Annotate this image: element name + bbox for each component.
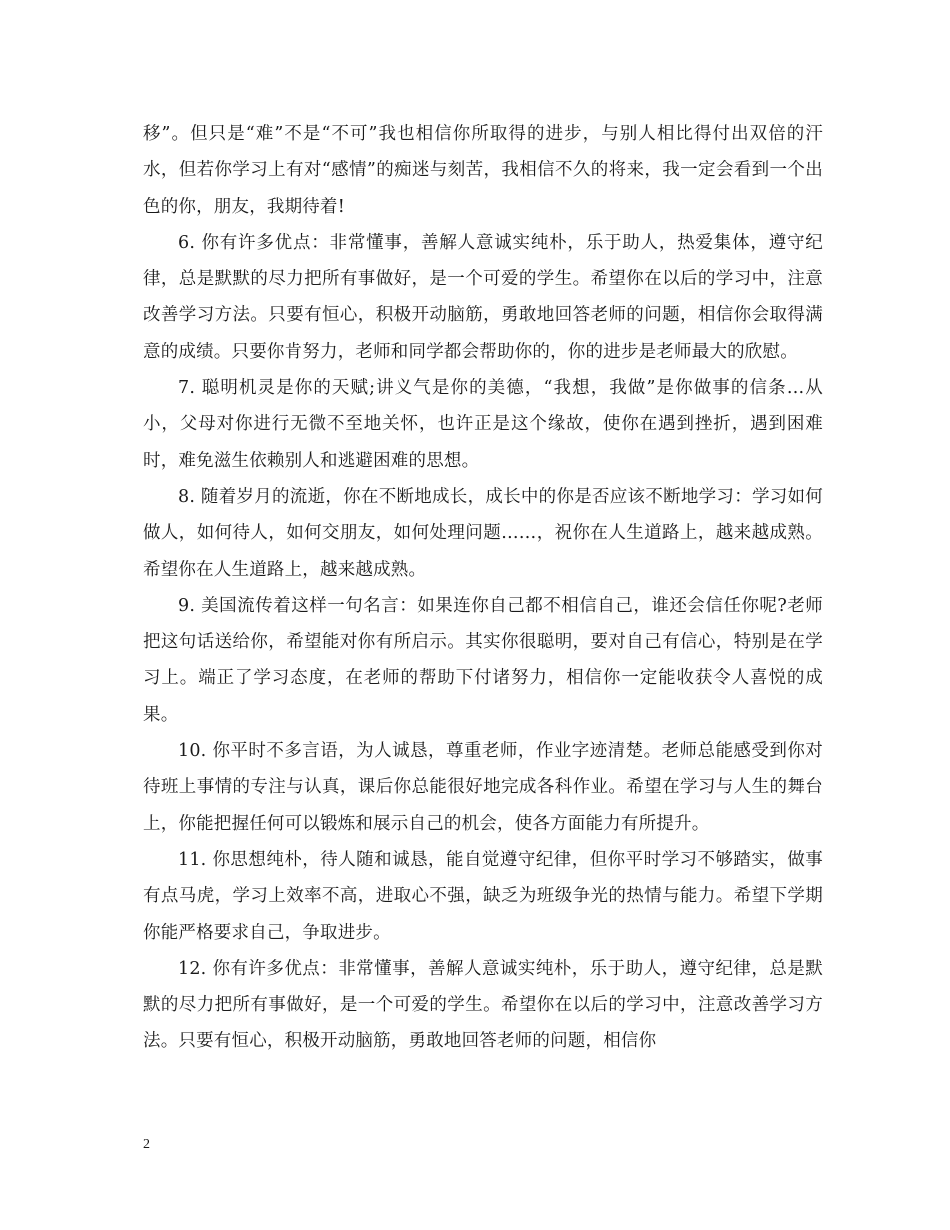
paragraph-item-10: 10. 你平时不多言语，为人诚恳，尊重老师，作业字迹清楚。老师总能感受到你对待班上事情的专注与认真，课后你总能很好地完成各科作业。希望在学习与人生的舞台上，你能把握任何可以锻炼和展示自己的机会，使各方面能力有所提升。 xyxy=(143,741,823,834)
paragraph-item-7: 7. 聪明机灵是你的天赋;讲义气是你的美德，“我想，我做”是你做事的信条…从小，父母对你进行无微不至地关怀，也许正是这个缘故，使你在遇到挫折，遇到困难时，难免滋生依赖别人和逃避困难的思想。 xyxy=(143,378,823,471)
paragraph-item-12: 12. 你有许多优点：非常懂事，善解人意诚实纯朴，乐于助人，遵守纪律，总是默默的尽力把所有事做好，是一个可爱的学生。希望你在以后的学习中，注意改善学习方法。只要有恒心，积极开动脑筋，勇敢地回答老师的问题，相信你 xyxy=(143,958,823,1052)
paragraph-continuation: 移”。但只是“难”不是“不可”我也相信你所取得的进步，与别人相比得付出双倍的汗水，但若你学习上有对“感情”的痴迷与刻苦，我相信不久的将来，我一定会看到一个出色的你，朋友，我期待着! xyxy=(143,124,823,217)
paragraph-item-6: 6. 你有许多优点：非常懂事，善解人意诚实纯朴，乐于助人，热爱集体，遵守纪律，总是默默的尽力把所有事做好，是一个可爱的学生。希望你在以后的学习中，注意改善学习方法。只要有恒心，积极开动脑筋，勇敢地回答老师的问题，相信你会取得满意的成绩。只要你肯努力，老师和同学都会帮助你的，你的进步是老师最大的欣慰。 xyxy=(143,232,823,362)
page-number: 2 xyxy=(143,1137,150,1152)
paragraph-item-9: 9. 美国流传着这样一句名言：如果连你自己都不相信自己，谁还会信任你呢?老师把这句话送给你，希望能对你有所启示。其实你很聪明，要对自己有信心，特别是在学习上。端正了学习态度，在老师的帮助下付诸努力，相信你一定能收获令人喜悦的成果。 xyxy=(143,595,823,725)
paragraph-item-8: 8. 随着岁月的流逝，你在不断地成长，成长中的你是否应该不断地学习：学习如何做人，如何待人，如何交朋友，如何处理问题……，祝你在人生道路上，越来越成熟。希望你在人生道路上，越来越成熟。 xyxy=(143,486,823,580)
paragraph-item-11: 11. 你思想纯朴，待人随和诚恳，能自觉遵守纪律，但你平时学习不够踏实，做事有点马虎，学习上效率不高，进取心不强，缺乏为班级争光的热情与能力。希望下学期你能严格要求自己，争取进步。 xyxy=(143,849,823,943)
document-body xyxy=(143,116,823,1060)
